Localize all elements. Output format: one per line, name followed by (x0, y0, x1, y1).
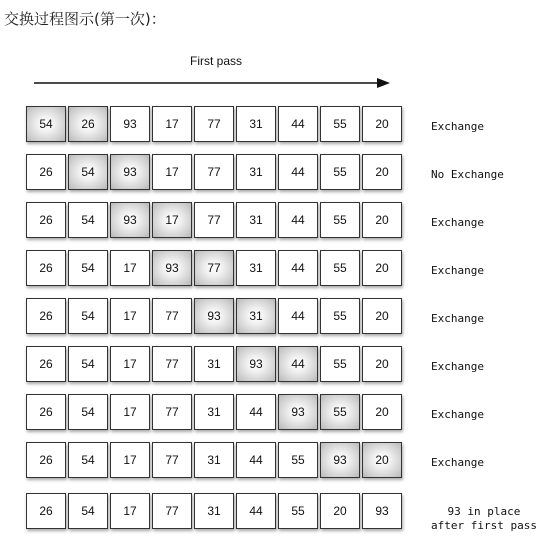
array-cell: 54 (68, 442, 108, 478)
compared-cell: 93 (152, 250, 192, 286)
row-status (431, 408, 484, 421)
array-row (26, 151, 404, 193)
array-cell: 31 (236, 106, 276, 142)
compared-cell: 44 (278, 346, 318, 382)
array-cell: 55 (320, 346, 360, 382)
array-cell: 31 (194, 442, 234, 478)
array-cell: 26 (26, 202, 66, 238)
array-row (26, 199, 404, 241)
array-cell: 17 (110, 298, 150, 334)
array-cell: 44 (236, 394, 276, 430)
compared-cell: 26 (68, 106, 108, 142)
array-row (26, 391, 404, 433)
array-cell: 31 (236, 250, 276, 286)
row-status (431, 360, 484, 373)
array-cell: 54 (68, 298, 108, 334)
array-cell: 17 (110, 493, 150, 529)
pass-label: First pass (190, 54, 243, 68)
array-cell: 54 (68, 202, 108, 238)
array-row (26, 103, 404, 145)
array-cell: 17 (110, 394, 150, 430)
array-cell: 26 (26, 250, 66, 286)
array-cell: 20 (362, 394, 402, 430)
array-cell: 44 (278, 202, 318, 238)
array-row (26, 343, 404, 385)
array-cell: 55 (278, 493, 318, 529)
array-cell: 44 (278, 154, 318, 190)
array-cell: 55 (320, 202, 360, 238)
array-cell: 31 (194, 346, 234, 382)
compared-cell: 93 (278, 394, 318, 430)
row-status (431, 264, 484, 277)
array-cell: 26 (26, 442, 66, 478)
array-cell: 17 (110, 442, 150, 478)
array-cell: 54 (68, 493, 108, 529)
row-status-line: Exchange (431, 408, 484, 421)
compared-cell: 17 (152, 202, 192, 238)
compared-cell: 93 (110, 154, 150, 190)
array-cell: 77 (152, 346, 192, 382)
array-cell: 44 (278, 250, 318, 286)
array-cell: 20 (362, 154, 402, 190)
array-cell: 55 (320, 154, 360, 190)
array-cell: 31 (194, 493, 234, 529)
array-cell: 44 (236, 493, 276, 529)
array-cell: 17 (110, 250, 150, 286)
array-cell: 31 (194, 394, 234, 430)
row-status (431, 312, 484, 325)
array-row (26, 439, 404, 481)
array-cell: 77 (152, 493, 192, 529)
compared-cell: 54 (26, 106, 66, 142)
row-status (431, 120, 484, 133)
array-cell: 17 (152, 106, 192, 142)
array-cell: 31 (236, 154, 276, 190)
row-status (431, 505, 537, 533)
row-status-line: 93 in place (447, 505, 521, 518)
array-row (26, 295, 404, 337)
compared-cell: 93 (320, 442, 360, 478)
array-cell: 55 (320, 298, 360, 334)
array-cell: 20 (362, 298, 402, 334)
row-status (431, 168, 504, 181)
array-cell: 55 (320, 250, 360, 286)
pass-direction-arrow (34, 76, 394, 90)
array-row (26, 490, 404, 532)
array-cell: 93 (362, 493, 402, 529)
array-cell: 20 (320, 493, 360, 529)
row-status-line: Exchange (431, 120, 484, 133)
compared-cell: 93 (110, 202, 150, 238)
compared-cell: 55 (320, 394, 360, 430)
array-cell: 77 (194, 202, 234, 238)
array-cell: 54 (68, 394, 108, 430)
compared-cell: 93 (236, 346, 276, 382)
array-cell: 20 (362, 106, 402, 142)
array-cell: 31 (236, 202, 276, 238)
array-cell: 93 (110, 106, 150, 142)
array-cell: 44 (278, 298, 318, 334)
array-cell: 77 (152, 394, 192, 430)
compared-cell: 20 (362, 442, 402, 478)
array-cell: 54 (68, 346, 108, 382)
array-cell: 77 (152, 298, 192, 334)
row-status-line: Exchange (431, 360, 484, 373)
array-cell: 55 (320, 106, 360, 142)
row-status (431, 456, 484, 469)
row-status (431, 216, 484, 229)
array-cell: 26 (26, 394, 66, 430)
array-cell: 26 (26, 298, 66, 334)
row-status-line: Exchange (431, 456, 484, 469)
row-status-line: No Exchange (431, 168, 504, 181)
array-cell: 26 (26, 154, 66, 190)
row-status-line: Exchange (431, 312, 484, 325)
row-status-line: Exchange (431, 264, 484, 277)
compared-cell: 54 (68, 154, 108, 190)
array-row (26, 247, 404, 289)
page-title: 交换过程图示(第一次)： (4, 10, 166, 28)
array-cell: 26 (26, 346, 66, 382)
array-cell: 20 (362, 250, 402, 286)
row-status-line: after first pass (431, 519, 537, 532)
compared-cell: 93 (194, 298, 234, 334)
compared-cell: 31 (236, 298, 276, 334)
array-cell: 44 (236, 442, 276, 478)
array-cell: 77 (152, 442, 192, 478)
array-cell: 44 (278, 106, 318, 142)
array-cell: 20 (362, 202, 402, 238)
array-cell: 17 (152, 154, 192, 190)
compared-cell: 77 (194, 250, 234, 286)
array-cell: 77 (194, 154, 234, 190)
array-cell: 17 (110, 346, 150, 382)
array-cell: 26 (26, 493, 66, 529)
row-status-line: Exchange (431, 216, 484, 229)
array-cell: 20 (362, 346, 402, 382)
array-cell: 55 (278, 442, 318, 478)
array-cell: 77 (194, 106, 234, 142)
array-cell: 54 (68, 250, 108, 286)
